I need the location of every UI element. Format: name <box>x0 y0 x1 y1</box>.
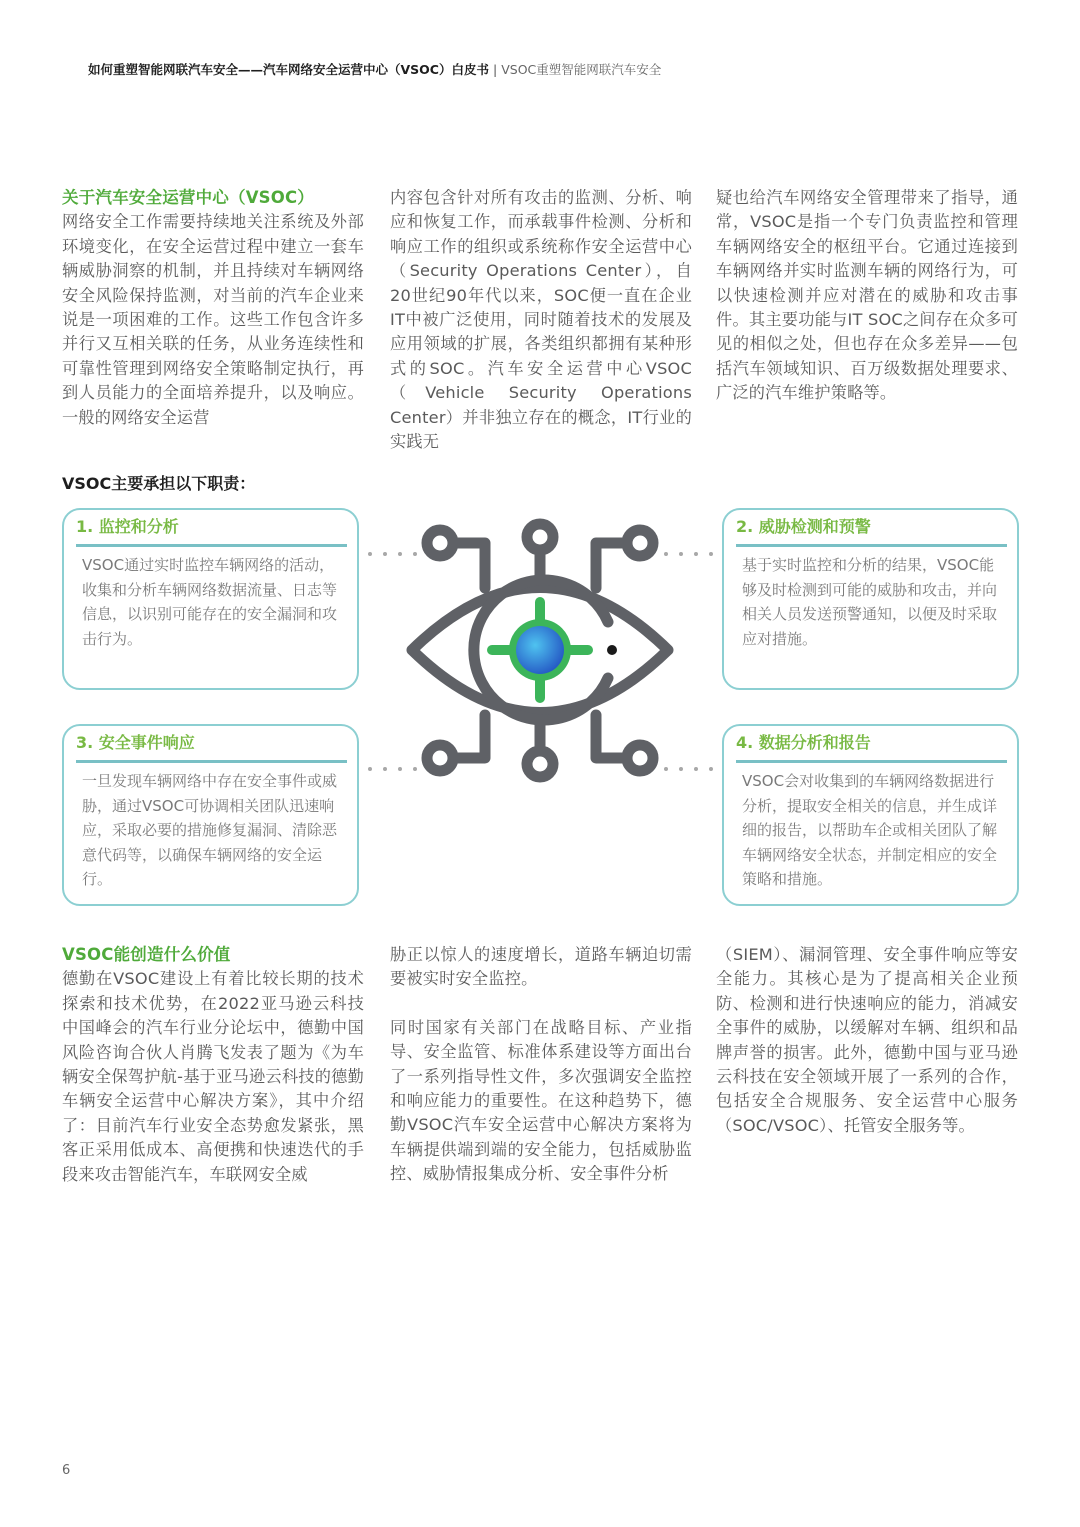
duty-card-body: VSOC会对收集到的车辆网络数据进行分析，提取安全相关的信息，并生成详细的报告，以帮助车企或相关团队了解车辆网络安全状态，并制定相应的安全策略和措施。 <box>742 772 998 888</box>
value-column-2 <box>390 943 692 1187</box>
duties-heading: VSOC主要承担以下职责： <box>62 474 256 493</box>
intro-column-3 <box>716 186 1018 406</box>
duty-card-1 <box>62 508 359 690</box>
intro-col2-text: 内容包含针对所有攻击的监测、分析、响应和恢复工作，而承载事件检测、分析和响应工作的组织或系统称作安全运营中心（Security Operations Center），自20世纪90年代以来，SOC便一直在企业IT中被广泛使用，同时随着技术的发展及应用领域的扩展，各类组织都拥有某种形式的SOC。汽车安全运营中心VSOC（Vehicle Security Operations Center）并非独立存在的概念，IT行业的实践无 <box>390 188 692 452</box>
duty-card-title: 4. 数据分析和报告 <box>736 733 871 752</box>
intro-heading: 关于汽车安全运营中心（VSOC） <box>62 188 314 207</box>
value-col2-para1: 胁正以惊人的速度增长，道路车辆迫切需要被实时安全监控。 <box>390 945 692 989</box>
duty-card-body: VSOC通过实时监控车辆网络的活动，收集和分析车辆网络数据流量、日志等信息，以识别可能存在的安全漏洞和攻击行为。 <box>82 556 338 648</box>
duty-card-body: 一旦发现车辆网络中存在安全事件或威胁，通过VSOC可协调相关团队迅速响应，采取必要的措施修复漏洞、清除恶意代码等，以确保车辆网络的安全运行。 <box>82 772 338 888</box>
eye-circuit-icon <box>400 510 690 790</box>
intro-column-2 <box>390 186 692 454</box>
intro-column-1 <box>62 186 364 430</box>
header-title: 如何重塑智能网联汽车安全——汽车网络安全运营中心（VSOC）白皮书 <box>88 62 489 77</box>
header-separator: | <box>492 62 498 77</box>
duty-card-2 <box>722 508 1019 690</box>
value-column-1 <box>62 943 364 1187</box>
intro-col1-text: 网络安全工作需要持续地关注系统及外部环境变化，在安全运营过程中建立一套车辆威胁洞察的机制，并且持续对车辆网络安全风险保持监测，对当前的汽车企业来说是一项困难的工作。这些工作包含许多并行又互相关联的任务，从业务连续性和可靠性管理到网络安全策略制定执行，再到人员能力的全面培养提升，以及响应。一般的网络安全运营 <box>62 212 364 427</box>
duty-card-title: 2. 威胁检测和预警 <box>736 517 871 536</box>
value-column-3 <box>716 943 1018 1138</box>
value-col2-para2: 同时国家有关部门在战略目标、产业指导、安全监管、标准体系建设等方面出台了一系列指导性文件，多次强调安全监控和响应能力的重要性。在这种趋势下，德勤VSOC汽车安全运营中心解决方案将为车辆提供端到端的安全能力，包括威胁监控、威胁情报集成分析、安全事件分析 <box>390 1017 692 1184</box>
header-subtitle: VSOC重塑智能网联汽车安全 <box>501 62 662 77</box>
page-number: 6 <box>62 1463 71 1478</box>
value-heading: VSOC能创造什么价值 <box>62 945 231 964</box>
duty-card-4 <box>722 724 1019 906</box>
duty-card-body: 基于实时监控和分析的结果，VSOC能够及时检测到可能的威胁和攻击，并向相关人员发送预警通知，以便及时采取应对措施。 <box>742 556 998 648</box>
duty-card-3 <box>62 724 359 906</box>
duty-card-title: 3. 安全事件响应 <box>76 733 195 752</box>
duty-card-title: 1. 监控和分析 <box>76 517 179 536</box>
intro-col3-text: 疑也给汽车网络安全管理带来了指导，通常，VSOC是指一个专门负责监控和管理车辆网络安全的枢纽平台。它通过连接到车辆网络并实时监测车辆的网络行为，可以快速检测并应对潜在的威胁和攻击事件。其主要功能与IT SOC之间存在众多可见的相似之处，但也存在众多差异——包括汽车领域知识、百万级数据处理要求、广泛的汽车维护策略等。 <box>716 188 1018 403</box>
value-col1-text: 德勤在VSOC建设上有着比较长期的技术探索和技术优势，在2022亚马逊云科技中国峰会的汽车行业分论坛中，德勤中国风险咨询合伙人肖腾飞发表了题为《为车辆安全保驾护航-基于亚马逊云科技的德勤车辆安全运营中心解决方案》，其中介绍了：目前汽车行业安全态势愈发紧张，黑客正采用低成本、高便携和快速迭代的手段来攻击智能汽车，车联网安全威 <box>62 969 364 1184</box>
value-col3-text: （SIEM）、漏洞管理、安全事件响应等安全能力。其核心是为了提高相关企业预防、检测和进行快速响应的能力，消减安全事件的威胁，以缓解对车辆、组织和品牌声誉的损害。此外，德勤中国与亚马逊云科技在安全领域开展了一系列的合作，包括安全合规服务、安全运营中心服务（SOC/VSOC）、托管安全服务等。 <box>716 945 1018 1135</box>
running-header <box>88 60 661 78</box>
